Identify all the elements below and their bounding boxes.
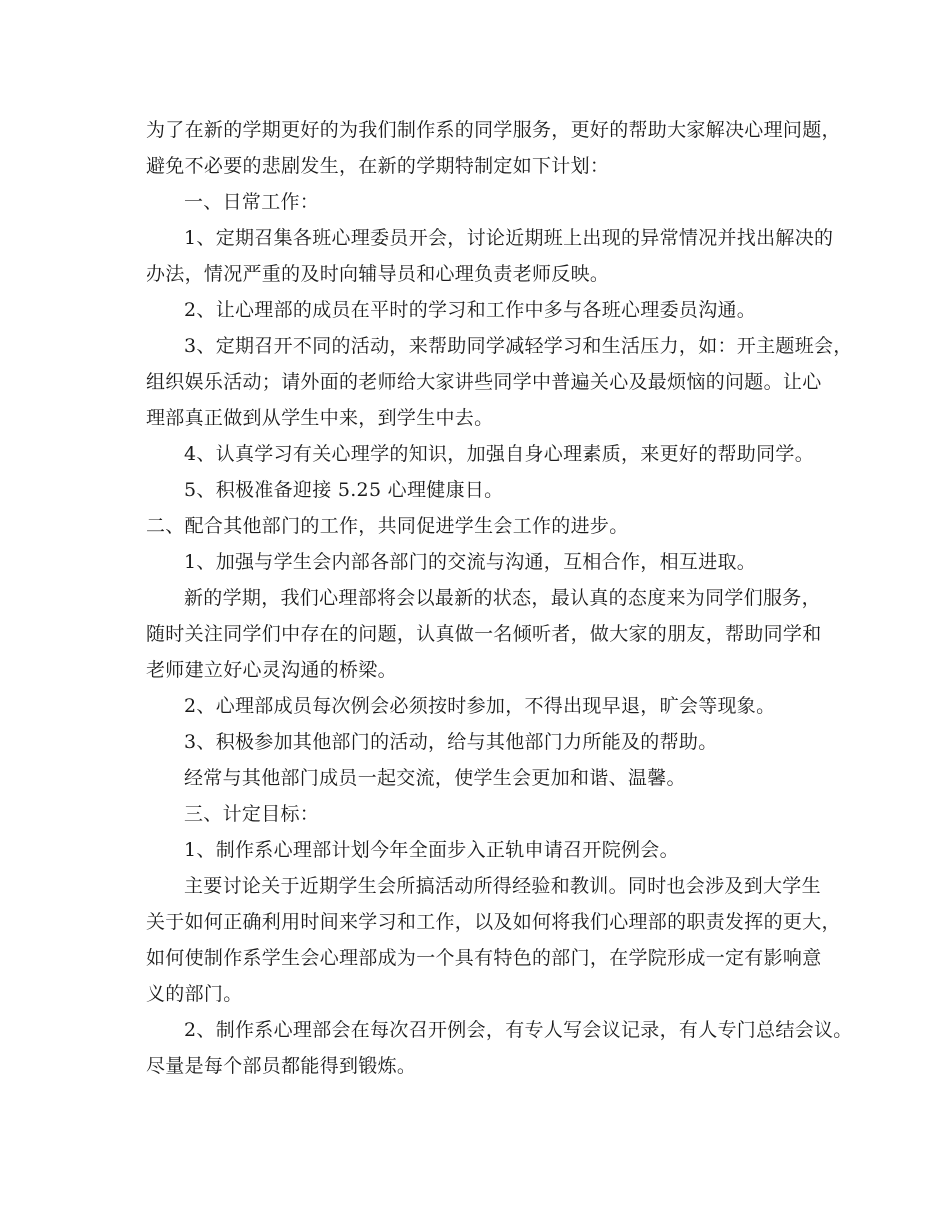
- text-line: 4、认真学习有关心理学的知识，加强自身心理素质，来更好的帮助同学。: [184, 443, 814, 465]
- text-line: 理部真正做到从学生中来，到学生中去。: [146, 407, 494, 429]
- text-line: 1、制作系心理部计划今年全面步入正轨申请召开院例会。: [184, 839, 679, 861]
- text-line: 3、积极参加其他部门的活动，给与其他部门力所能及的帮助。: [184, 731, 718, 753]
- text-line: 尽量是每个部员都能得到锻炼。: [146, 1055, 417, 1077]
- text-line: 老师建立好心灵沟通的桥梁。: [146, 659, 397, 681]
- text-line: 2、让心理部的成员在平时的学习和工作中多与各班心理委员沟通。: [184, 299, 757, 321]
- text-line: 3、定期召开不同的活动，来帮助同学减轻学习和生活压力，如：开主题班会，: [184, 335, 853, 357]
- text-line: 5、积极准备迎接 5.25 心理健康日。: [184, 479, 504, 501]
- text-line: 二、配合其他部门的工作，共同促进学生会工作的进步。: [146, 515, 629, 537]
- text-line: 2、制作系心理部会在每次召开例会，有专人写会议记录，有人专门总结会议。: [184, 1019, 853, 1041]
- text-line: 经常与其他部门成员一起交流，使学生会更加和谐、温馨。: [184, 767, 686, 789]
- text-line: 2、心理部成员每次例会必须按时参加，不得出现早退，旷会等现象。: [184, 695, 776, 717]
- text-line: 三、计定目标：: [184, 803, 320, 825]
- text-line: 主要讨论关于近期学生会所搞活动所得经验和教训。同时也会涉及到大学生: [184, 875, 821, 897]
- text-line: 为了在新的学期更好的为我们制作系的同学服务，更好的帮助大家解决心理问题，: [146, 119, 841, 141]
- text-line: 避免不必要的悲剧发生，在新的学期特制定如下计划：: [146, 155, 610, 177]
- text-line: 1、加强与学生会内部各部门的交流与沟通，互相合作，相互进取。: [184, 551, 757, 573]
- text-line: 组织娱乐活动；请外面的老师给大家讲些同学中普遍关心及最烦恼的问题。让心: [146, 371, 822, 393]
- text-line: 办法，情况严重的及时向辅导员和心理负责老师反映。: [146, 263, 610, 285]
- text-line: 新的学期，我们心理部将会以最新的状态，最认真的态度来为同学们服务，: [184, 587, 821, 609]
- text-line: 如何使制作系学生会心理部成为一个具有特色的部门，在学院形成一定有影响意: [146, 947, 822, 969]
- text-line: 一、日常工作：: [184, 191, 320, 213]
- document-body: [146, 112, 853, 1084]
- text-line: 关于如何正确利用时间来学习和工作，以及如何将我们心理部的职责发挥的更大，: [146, 911, 841, 933]
- text-line: 1、定期召集各班心理委员开会，讨论近期班上出现的异常情况并找出解决的: [184, 227, 834, 249]
- text-line: 随时关注同学们中存在的问题，认真做一名倾听者，做大家的朋友，帮助同学和: [146, 623, 822, 645]
- text-line: 义的部门。: [146, 983, 243, 1005]
